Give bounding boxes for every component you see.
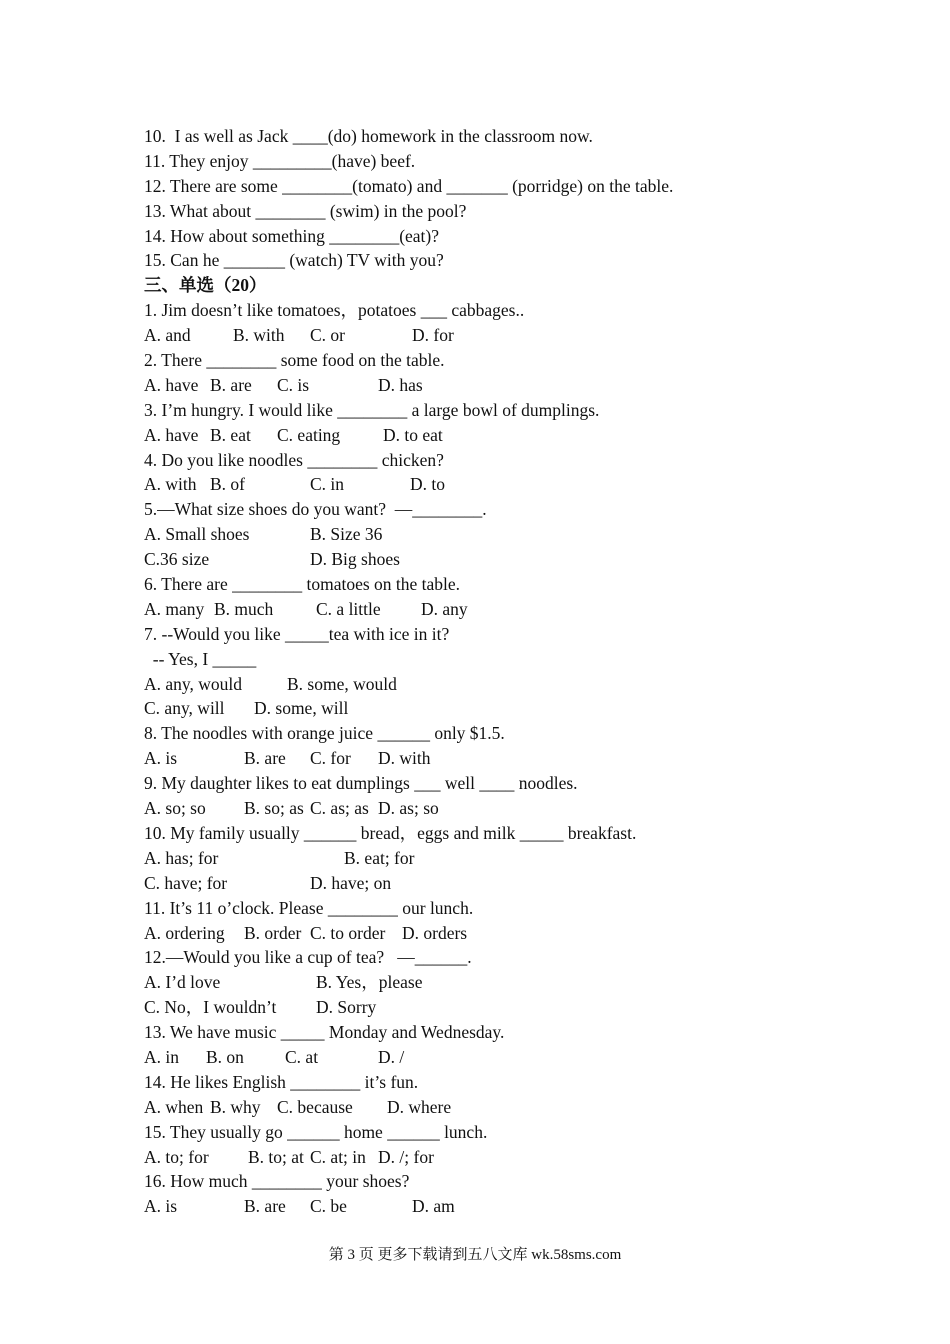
question-text: -- Yes, I _____ [144,648,257,669]
page-footer: 第 3 页 更多下载请到五八文库 wk.58sms.com [328,1247,622,1263]
answer-option: B. of [210,474,245,495]
answer-option: B. much [214,598,274,619]
question-text: 15. They usually go ______ home ______ lunch. [144,1121,488,1142]
answer-option: A. has; for [144,847,219,868]
answer-option: B. are [244,748,286,769]
answer-option: C. be [310,1196,347,1217]
answer-option: D. some, will [254,698,349,719]
options-row [144,522,844,547]
options-row [144,796,844,821]
fill-in-item: 11. They enjoy _________(have) beef. [144,150,416,171]
answer-option: C. to order [310,922,386,943]
answer-option: D. for [412,325,454,346]
answer-option: C. in [310,474,345,495]
fill-in-item: 15. Can he _______ (watch) TV with you? [144,250,444,271]
answer-option: D. Sorry [316,997,377,1018]
options-row [144,672,844,697]
question-text: 9. My daughter likes to eat dumplings ___ well ____ noodles. [144,773,578,794]
options-row [144,995,844,1020]
fill-in-item: 14. How about something ________(eat)? [144,225,440,246]
answer-option: A. with [144,474,197,495]
question-text: 1. Jim doesn’t like tomatoes，potatoes ___ cabbages.. [144,300,525,321]
answer-option: B. to; at [248,1146,304,1167]
question-text: 10. My family usually ______ bread，eggs and milk _____ breakfast. [144,822,637,843]
answer-option: A. any, would [144,673,243,694]
answer-option: C. eating [277,424,341,445]
answer-option: C.36 size [144,549,210,570]
options-row [144,871,844,896]
answer-option: B. so; as [244,798,304,819]
options-row [144,696,844,721]
answer-option: B. are [210,374,252,395]
question-text: 7. --Would you like _____tea with ice in it? [144,623,450,644]
answer-option: A. Small shoes [144,524,250,545]
section-heading: 三、单选（20） [144,275,267,296]
answer-option: C. No，I wouldn’t [144,997,277,1018]
answer-option: D. am [412,1196,455,1217]
answer-option: A. in [144,1046,179,1067]
answer-option: B. on [206,1046,244,1067]
answer-option: B. Yes，please [316,972,423,993]
options-row [144,970,844,995]
worksheet-content [144,124,844,1219]
answer-option: C. or [310,325,345,346]
answer-option: D. orders [402,922,468,943]
options-row [144,746,844,771]
answer-option: D. /; for [378,1146,434,1167]
question-text: 3. I’m hungry. I would like ________ a large bowl of dumplings. [144,399,600,420]
options-row [144,1145,844,1170]
answer-option: D. as; so [378,798,439,819]
fill-in-item: 12. There are some ________(tomato) and _______ (porridge) on the table. [144,175,674,196]
answer-option: C. a little [316,598,381,619]
options-row [144,1045,844,1070]
question-text: 4. Do you like noodles ________ chicken? [144,449,444,470]
answer-option: B. Size 36 [310,524,383,545]
options-row [144,547,844,572]
question-text: 5.—What size shoes do you want? —________. [144,499,487,520]
answer-option: A. is [144,748,178,769]
answer-option: D. have; on [310,872,392,893]
answer-option: C. because [277,1096,353,1117]
options-row [144,1095,844,1120]
answer-option: A. ordering [144,922,225,943]
answer-option: B. order [244,922,302,943]
answer-option: D. where [387,1096,452,1117]
fill-in-item: 13. What about ________ (swim) in the pool? [144,200,467,221]
options-row [144,1194,844,1219]
answer-option: D. Big shoes [310,549,400,570]
answer-option: D. / [378,1046,405,1067]
fill-in-item: 10. I as well as Jack ____(do) homework in the classroom now. [144,126,593,146]
answer-option: C. as; as [310,798,369,819]
answer-option: A. have [144,424,199,445]
options-row [144,423,844,448]
options-row [144,921,844,946]
options-row [144,373,844,398]
answer-option: B. are [244,1196,286,1217]
question-text: 6. There are ________ tomatoes on the table. [144,574,461,595]
answer-option: B. eat; for [344,847,415,868]
answer-option: B. eat [210,424,251,445]
answer-option: A. and [144,325,191,346]
answer-option: D. any [421,598,468,619]
answer-option: C. any, will [144,698,225,719]
answer-option: D. with [378,748,431,769]
options-row [144,323,844,348]
answer-option: B. why [210,1096,261,1117]
question-text: 11. It’s 11 o’clock. Please ________ our lunch. [144,897,474,918]
question-text: 16. How much ________ your shoes? [144,1171,410,1192]
options-row [144,472,844,497]
answer-option: A. when [144,1096,204,1117]
answer-option: C. have; for [144,872,228,893]
answer-option: C. at [285,1046,319,1067]
answer-option: D. has [378,374,423,395]
options-row [144,597,844,622]
answer-option: D. to [410,474,445,495]
answer-option: A. is [144,1196,178,1217]
options-row [144,846,844,871]
question-text: 14. He likes English ________ it’s fun. [144,1071,419,1092]
answer-option: D. to eat [383,424,443,445]
question-text: 2. There ________ some food on the table. [144,350,445,371]
question-text: 13. We have music _____ Monday and Wednesday. [144,1022,505,1043]
answer-option: A. I’d love [144,972,221,993]
answer-option: B. with [233,325,285,346]
question-text: 12.—Would you like a cup of tea? —______. [144,947,472,968]
question-text: 8. The noodles with orange juice ______ only $1.5. [144,723,505,744]
answer-option: C. is [277,374,310,395]
answer-option: C. for [310,748,351,769]
answer-option: B. some, would [287,673,397,694]
answer-option: A. have [144,374,199,395]
answer-option: A. many [144,598,205,619]
answer-option: A. so; so [144,798,206,819]
answer-option: A. to; for [144,1146,209,1167]
answer-option: C. at; in [310,1146,366,1167]
